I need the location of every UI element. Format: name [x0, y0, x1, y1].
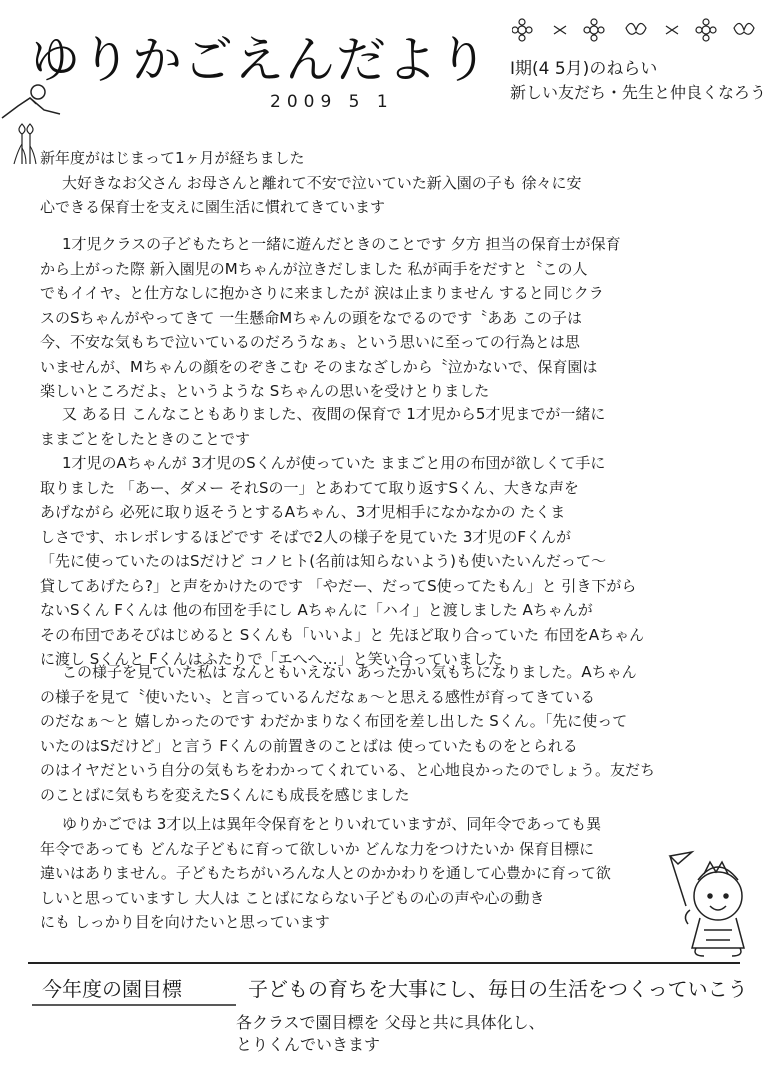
paragraph-2 — [40, 232, 621, 404]
annual-goal-text: 子どもの育ちを大事にし、毎日の生活をつくっていこう — [248, 977, 748, 1001]
text-line: ままごとをしたときのことです — [40, 429, 251, 448]
issue-date: 2009 5 1 — [270, 92, 394, 112]
paragraph-1 — [40, 146, 582, 220]
section-divider — [28, 962, 740, 964]
text-line: スのSちゃんがやってきて 一生懸命Mちゃんの頭をなでるのです〝ああ この子は — [40, 308, 583, 327]
text-line: の様子を見て〝使いたい〟と言っているんだなぁ～と思える感性が育ってきている — [40, 687, 596, 706]
text-line: 「先に使っていたのはSだけど コノヒト(名前は知らないよう)も使いたいんだって～ — [40, 552, 606, 570]
text-line: 違いはありません。子どもたちがいろんな人とのかかわりを通して心豊かに育って欲 — [40, 864, 611, 882]
butterflies-flowers-icon — [512, 14, 762, 46]
text-line: この様子を見ていた私は なんともいえない あったかい気もちになりました。Aちゃん — [62, 663, 637, 681]
text-line: 大好きなお父さん お母さんと離れて不安で泣いていた新入園の子も 徐々に安 — [62, 173, 582, 192]
text-line: 今、不安な気もちで泣いているのだろうなぁ〟という思いに至っての行為とは思 — [40, 333, 580, 351]
text-line: その布団であそびはじめると Sくんも「いいよ」と 先ほど取り合っていた 布団をAちゃん — [40, 625, 645, 644]
text-line: あげながら 必死に取り返そうとするAちゃん、3才児相手になかなかの たくま — [40, 503, 566, 521]
text-line: 1才児クラスの子どもたちと一緒に遊んだときのことです 夕方 担当の保育士が保育 — [62, 235, 621, 253]
text-line: いたのはSだけど」と言う Fくんの前置きのことばは 使っていたものをとられる — [40, 736, 578, 755]
text-line: しいと思っていますし 大人は ことばにならない子どもの心の声や心の動き — [40, 888, 545, 907]
text-line: のだなぁ～と 嬉しかったのです わだかまりなく布団を差し出した Sくん。「先に使って — [40, 712, 628, 730]
text-line: 各クラスで園目標を 父母と共に具体化し、 — [236, 1013, 545, 1032]
text-line: とりくんでいきます — [236, 1035, 381, 1054]
text-line: から上がった際 新入園児のMちゃんが泣きだしました 私が両手をだすと〝この人 — [40, 259, 588, 278]
text-line: 心できる保育士を支えに園生活に慣れてきています — [40, 198, 386, 216]
text-line: のはイヤだという自分の気もちをわかってくれている、と心地良かったのでしょう。友だち — [40, 761, 656, 779]
annual-goal-label: 今年度の園目標 — [42, 977, 182, 1001]
text-line: 年令であっても どんな子どもに育って欲しいか どんな力をつけたいか 保育目標に — [40, 839, 595, 858]
text-line: 新年度がはじまって1ヶ月が経ちました — [40, 149, 305, 167]
child-with-flag-icon — [660, 850, 760, 960]
paragraph-3 — [40, 402, 644, 672]
text-line: 楽しいところだよ〟というような Sちゃんの思いを受けとりました — [40, 382, 490, 400]
text-line: いませんが、Mちゃんの顔をのぞきこむ そのまなざしから〝泣かないで、保育園は — [40, 357, 598, 376]
text-line: しさです、ホレボレするほどです そばで2人の様子を見ていた 3才児のFくんが — [40, 527, 572, 546]
goal-label-underline — [30, 1000, 240, 1010]
text-line: 貸してあげたら?」と声をかけたのです 「やだー、だってS使ってたもん」と 引き下がら — [40, 576, 637, 595]
term-aim-title: Ⅰ期(4 5月)のねらい — [510, 59, 658, 79]
text-line: ゆりかごでは 3才以上は異年令保育をとりいれていますが、同年令であっても異 — [62, 815, 602, 833]
annual-goal-note — [236, 1012, 545, 1056]
term-aim-text: 新しい友だち・先生と仲良くなろう — [510, 83, 767, 102]
text-line: 又 ある日 こんなこともありました、夜間の保育で 1才児から5才児までが一緒に — [62, 405, 606, 423]
text-line: 1才児のAちゃんが 3才児のSくんが使っていた ままごと用の布団が欲しくて手に — [62, 454, 606, 472]
text-line: にも しっかり目を向けたいと思っています — [40, 913, 330, 931]
text-line: でもイイヤ〟と仕方なしに抱かさりに来ましたが 涙は止まりません すると同じクラ — [40, 284, 604, 302]
text-line: のことばに気もちを変えたSくんにも成長を感じました — [40, 785, 410, 804]
paragraph-4 — [40, 660, 655, 807]
text-line: に渡し Sくんと Fくんはふたりで「エへへ…」と笑い合っていました — [40, 650, 503, 668]
paragraph-5 — [40, 812, 611, 935]
newsletter-title: ゆりかごえんだより — [30, 31, 489, 89]
text-line: ないSくん Fくんは 他の布団を手にし Aちゃんに「ハイ」と渡しました Aちゃんが — [40, 601, 593, 619]
text-line: 取りました 「あー、ダメー それSの一」とあわてて取り返すSくん、大きな声を — [40, 478, 579, 497]
